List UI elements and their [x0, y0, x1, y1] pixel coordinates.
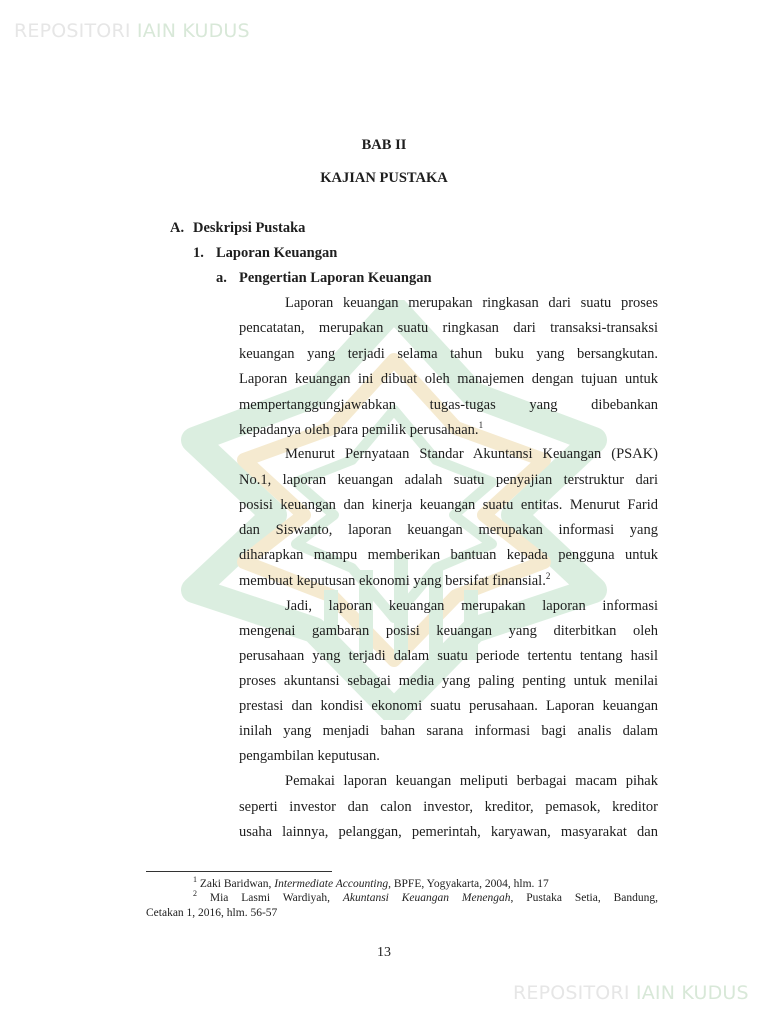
chapter-title: KAJIAN PUSTAKA: [320, 170, 448, 186]
paragraph-line: membuat keputusan ekonomi yang bersifat finansial.$^2$: [239, 571, 551, 589]
paragraph-line: perusahaan yang terjadi dalam suatu periode tertentu tentang hasil: [239, 648, 658, 664]
paragraph-line: inilah yang menjadi bahan sarana informasi bagi analis dalam: [239, 723, 658, 739]
paragraph-line: seperti investor dan calon investor, kreditor, pemasok, kreditor: [239, 799, 658, 815]
paragraph-line: pencatatan, merupakan suatu ringkasan dari transaksi-transaksi: [239, 320, 658, 336]
paragraph-line: Jadi, laporan keuangan merupakan laporan informasi: [285, 598, 658, 614]
paragraph-line: mempertanggungjawabkan tugas-tugas yang dibebankan: [239, 397, 658, 413]
paragraph-line: mengenai gambaran posisi keuangan yang diterbitkan oleh: [239, 623, 658, 639]
paragraph-line: posisi keuangan dan kinerja keuangan suatu entitas. Menurut Farid: [239, 497, 658, 513]
page-number: 13: [377, 945, 391, 960]
footnote-2-continued: Cetakan 1, 2016, hlm. 56-57: [146, 907, 278, 919]
paragraph-line: diharapkan mampu memberikan bantuan kepada pengguna untuk: [239, 547, 658, 563]
paragraph-line: prestasi dan kondisi ekonomi suatu perusahaan. Laporan keuangan: [239, 698, 658, 714]
footnote-ref-1[interactable]: 1: [478, 420, 484, 430]
paragraph-line: usaha lainnya, pelanggan, pemerintah, karyawan, masyarakat dan: [239, 824, 658, 840]
paragraph-line: Menurut Pernyataan Standar Akuntansi Keuangan (PSAK): [285, 446, 658, 462]
paragraph-line: Laporan keuangan merupakan ringkasan dari suatu proses: [285, 295, 658, 311]
chapter-number: BAB II: [361, 137, 407, 153]
footnote-separator: [146, 871, 332, 872]
section-heading-a: A. Deskripsi Pustaka: [170, 220, 306, 236]
paragraph-line: Pemakai laporan keuangan meliputi berbagai macam pihak: [285, 773, 658, 789]
paragraph-line: pengambilan keputusan.: [239, 748, 380, 764]
paragraph-line: No.1, laporan keuangan adalah suatu penyajian terstruktur dari: [239, 472, 658, 488]
repository-watermark-top: REPOSITORI IAIN KUDUS: [14, 20, 250, 42]
paragraph-line: dan Siswanto, laporan keuangan merupakan informasi yang: [239, 522, 658, 538]
paragraph-line: proses akuntansi sebagai media yang paling penting untuk menilai: [239, 673, 658, 689]
paragraph-line: Laporan keuangan ini dibuat oleh manajemen dengan tujuan untuk: [239, 371, 658, 387]
paragraph-line: kepadanya oleh para pemilik perusahaan.$^1$: [239, 420, 484, 438]
footnote-1: $^1$ Zaki Baridwan, Intermediate Accounting, BPFE, Yogyakarta, 2004, hlm. 17: [193, 875, 549, 890]
repository-watermark-bottom: REPOSITORI IAIN KUDUS: [513, 982, 749, 1004]
footnote-2: $^2$ Mia Lasmi Wardiyah, Akuntansi Keuangan Menengah, Pustaka Setia, Bandung,: [193, 889, 659, 904]
subsection-heading-1: 1. Laporan Keuangan: [193, 245, 338, 261]
subsubsection-heading-a: a. Pengertian Laporan Keuangan: [216, 270, 432, 286]
footnote-ref-2[interactable]: 2: [545, 571, 551, 581]
paragraph-line: keuangan yang terjadi selama tahun buku yang bersangkutan.: [239, 346, 658, 362]
